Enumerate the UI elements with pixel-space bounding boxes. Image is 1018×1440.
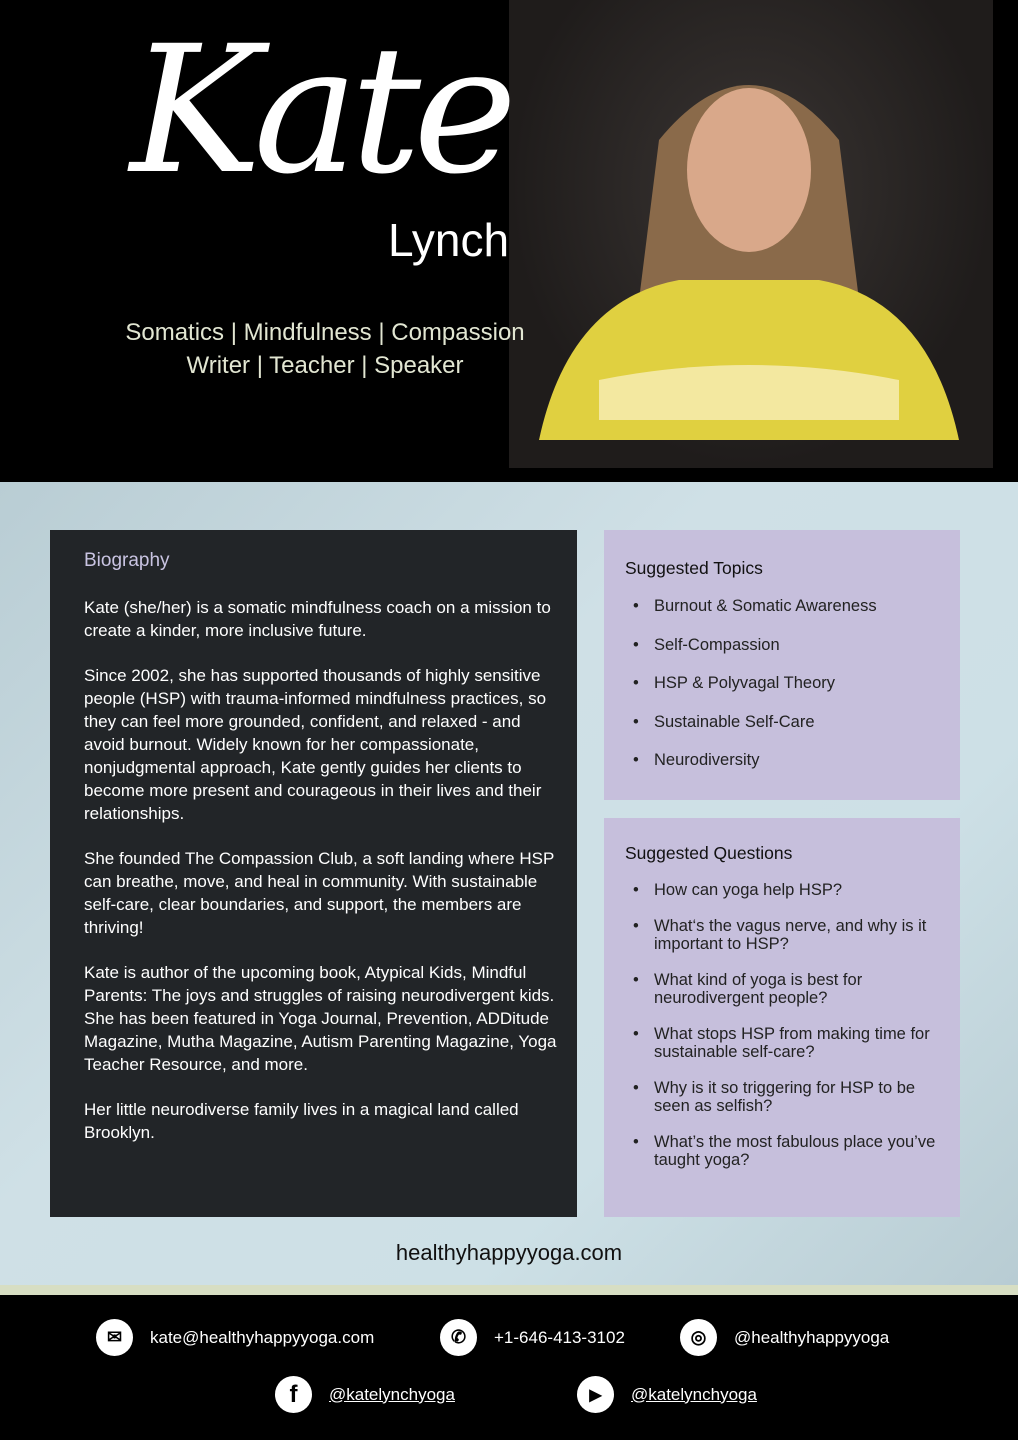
phone-icon: ✆ (440, 1319, 477, 1356)
bio-paragraph: Her little neurodiverse family lives in a magical land called Brooklyn. (84, 1100, 519, 1142)
youtube-link[interactable]: @katelynchyoga (631, 1384, 757, 1404)
biography-title: Biography (84, 550, 170, 571)
suggested-questions-panel (604, 818, 960, 1217)
email-text[interactable]: kate@healthyhappyyoga.com (150, 1327, 375, 1347)
bio-paragraph: Kate is author of the upcoming book, Atypical Kids, Mindful Parents: The joys and struggles of raising neurodivergent kids. She has been featured in Yoga Journal, Prevention, ADDitude Magazine, Mutha Magazine, Autism Parenting Magazine, Yoga Teacher Resource, and more. (84, 963, 557, 1074)
question-item: • What’s the most fabulous place you’ve taught yoga? (625, 1133, 940, 1170)
facebook-icon: f (275, 1376, 312, 1413)
bio-paragraph: She founded The Compassion Club, a soft landing where HSP can breathe, move, and heal in community. With sustainable self-care, clear boundaries, and support, the members are thriving! (84, 849, 554, 937)
topics-title: Suggested Topics (625, 558, 763, 578)
question-item: • What stops HSP from making time for sustainable self-care? (625, 1025, 940, 1062)
phone-text[interactable]: +1-646-413-3102 (494, 1327, 625, 1347)
facebook-contact[interactable] (275, 1376, 455, 1413)
question-item: • What kind of yoga is best for neurodivergent people? (625, 971, 940, 1008)
phone-contact[interactable] (440, 1319, 625, 1356)
topic-item: • Self-Compassion (625, 636, 940, 655)
biography-panel (50, 530, 577, 1217)
portrait-photo (509, 0, 993, 468)
portrait-illustration (509, 0, 993, 468)
divider-band (0, 1285, 1018, 1295)
facebook-link[interactable]: @katelynchyoga (329, 1384, 455, 1404)
question-item: • How can yoga help HSP? (625, 881, 940, 900)
instagram-contact[interactable] (680, 1319, 889, 1356)
last-name: Lynch (388, 214, 510, 266)
questions-title: Suggested Questions (625, 843, 793, 863)
topic-item: • HSP & Polyvagal Theory (625, 674, 940, 693)
tagline-2: Writer | Teacher | Speaker (186, 352, 464, 379)
bio-paragraph: Kate (she/her) is a somatic mindfulness coach on a mission to create a kinder, more inclusive future. (84, 598, 551, 640)
instagram-text[interactable]: @healthyhappyyoga (734, 1327, 890, 1347)
topic-item: • Burnout & Somatic Awareness (625, 597, 940, 616)
bio-paragraph: Since 2002, she has supported thousands of highly sensitive people (HSP) with trauma-informed mindfulness practices, so they can feel more grounded, confident, and relaxed - and avoid burnout. Widely known for her compassionate, nonjudgmental approach, Kate gently guides her clients to become more present and courageous in their lives and their relationships. (84, 666, 547, 823)
instagram-icon: ◎ (680, 1319, 717, 1356)
tagline-1: Somatics | Mindfulness | Compassion (125, 319, 525, 346)
website-link[interactable]: healthyhappyyoga.com (395, 1240, 623, 1265)
question-item: • Why is it so triggering for HSP to be seen as selfish? (625, 1079, 940, 1116)
topic-item: • Sustainable Self-Care (625, 713, 940, 732)
topic-item: • Neurodiversity (625, 751, 940, 770)
question-item: • What‘s the vagus nerve, and why is it important to HSP? (625, 917, 940, 954)
first-name-script: Kate (130, 8, 510, 213)
youtube-contact[interactable] (577, 1376, 757, 1413)
email-contact[interactable] (96, 1319, 374, 1356)
suggested-topics-panel (604, 530, 960, 800)
play-icon: ▶ (577, 1376, 614, 1413)
envelope-icon: ✉ (96, 1319, 133, 1356)
